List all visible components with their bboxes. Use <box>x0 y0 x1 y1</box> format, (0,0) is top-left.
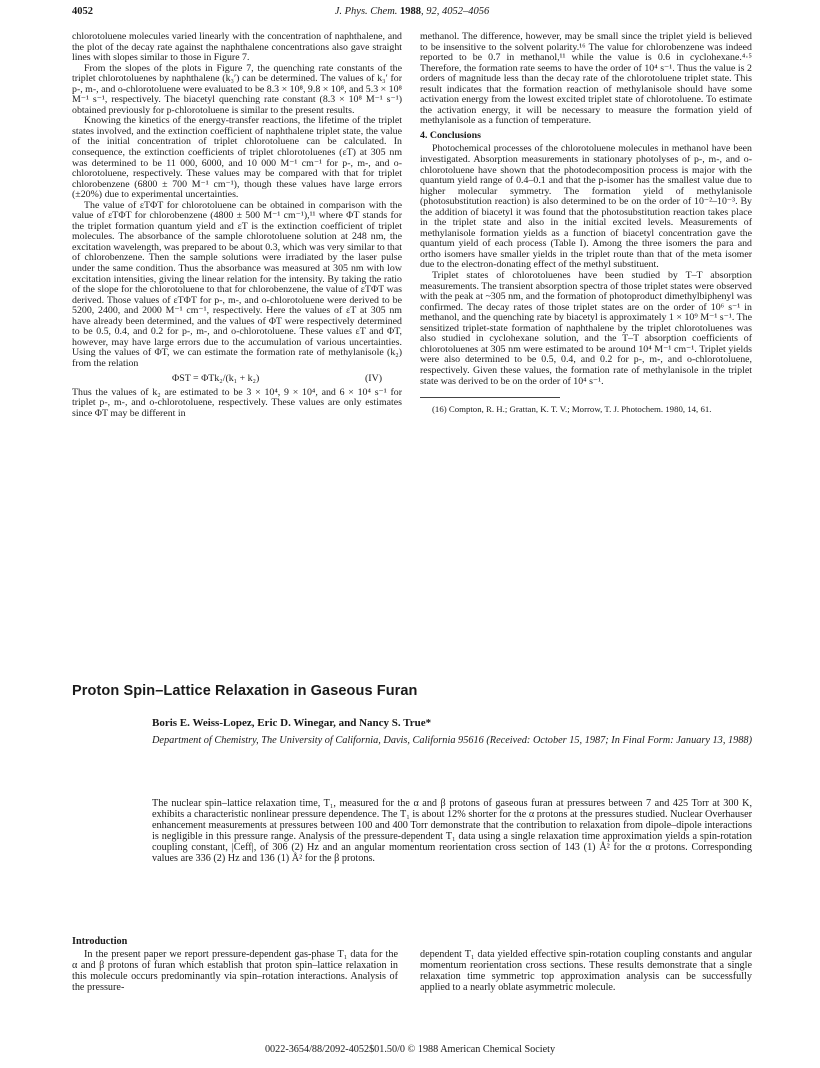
intro-left-column <box>72 936 398 993</box>
footnote: (16) Compton, R. H.; Grattan, K. T. V.; Morrow, T. J. Photochem. 1980, 14, 61. <box>432 404 712 415</box>
journal-citation <box>72 6 752 17</box>
intro-heading: Introduction <box>72 936 128 947</box>
paragraph: chlorotoluene molecules varied linearly with the concentration of naphthalene, and the plot of the decay rate against the naphthalene concentrations also gave straight lines with slopes similar to those in Figure 7. <box>72 31 402 64</box>
paragraph: Knowing the kinetics of the energy-transfer reactions, the lifetime of the triplet states involved, and the extinction coefficient of naphthalene triplet state, the value of the initial concentration of triplet chlorotoluene can be calculated. In consequence, the extinction coefficients of triplet chlorotoluenes (εT) at 305 nm was determined to be 11 000, 6000, and 10 000 M⁻¹ cm⁻¹ for p-, m-, and o-chlorotoluene, respectively. These values may be compared with that for triplet chlorobenzene (6800 ± 700 M⁻¹ cm⁻¹), though these values have large errors (±20%) due to experimental uncertainties. <box>72 115 402 201</box>
left-column <box>72 32 402 419</box>
paragraph: methanol. The difference, however, may be small since the triplet yield is believed to be insensitive to the solvent polarity.¹⁶ The value for chlorobenzene was indeed reported to be 0.7 in methanol,¹¹ while the value is 0.6 in cyclohexane.⁴·⁵ Therefore, the formation rate seems to have the order of 10⁴ s⁻¹. Thus the value is 2 orders of magnitude less than the decay rate of the chlorotoluene triplet state. This result indicates that the formation reaction of methylanisole should have some activation energy from the lowest excited triplet state of chlorotoluene. To estimate the activation energy, it will be necessary to measure the formation yield of methylanisole as a function of temperature. <box>420 31 752 127</box>
journal-volume-pages: , 92, 4052–4056 <box>421 6 490 17</box>
paragraph: From the slopes of the plots in Figure 7, the quenching rate constants of the triplet chlorotoluenes by naphthalene (k₃′) can be determined. The values of k₃′ for p-, m-, and o-chlorotoluene were evaluated to be 8.3 × 10⁸, 9.8 × 10⁸, and 5.3 × 10⁸ M⁻¹ s⁻¹, respectively. The biacetyl quenching rate constant (8.3 × 10⁸ M⁻¹ s⁻¹) obtained previously for p-chlorotoluene is similar to the present results. <box>72 62 402 116</box>
equation-iv <box>72 372 402 386</box>
section-heading: 4. Conclusions <box>420 129 481 141</box>
paragraph: Photochemical processes of the chlorotoluene molecules in methanol have been investigated. Absorption measurements in stationary photolyses of p-, m-, and o-chlorotoluene have shown that the photodecomposition process is major with the quantum yield range of 0.4–0.1 and that the p-isomer has the smallest value due to higher molecular symmetry. The formation yield of methylanisole (photosubstitution reaction) is also determined to be on the order of 10⁻²–10⁻³. By the addition of biacetyl it was found that the photosubstitution reaction takes place in the triplet state and also in the initial excited levels. Measurements of methylanisole formation yields as a function of biacetyl concentration gave the quantum yield of each process (Table I). Among the three isomers the para and ortho isomers have smaller yields in the triplet route than that of the meta isomer due to the electron-donating effect of the methyl substituent. <box>420 143 752 271</box>
article-abstract: The nuclear spin–lattice relaxation time, T₁, measured for the α and β protons of gaseous furan at pressures between 7 and 425 Torr at 300 K, exhibits a characteristic nonlinear pressure dependence. The T₁ is about 12% shorter for the α protons at the pressures studied. Nuclear Overhauser enhancement measurements at pressures between 100 and 400 Torr demonstrate that the contribution to relaxation from dipole–dipole interactions is negligible in this pressure range. Analysis of the pressure-dependent T₁ data using a single relaxation time approximation yields a spin-rotation coupling constant, |Ceff|, of 306 (2) Hz and an angular momentum reorientation cross section of 143 (1) Å² for the α protons. Corresponding values are 336 (2) Hz and 136 (1) Å² for the β protons. <box>152 798 752 864</box>
equation-text: ΦST = ΦTk₂/(k₁ + k₂) <box>172 372 260 384</box>
page-header <box>72 6 752 22</box>
footnote-divider <box>420 397 560 398</box>
intro-right-column <box>420 936 752 993</box>
paragraph: Thus the values of k₂ are estimated to be 3 × 10⁴, 9 × 10⁴, and 6 × 10⁴ s⁻¹ for triplet p-, m-, and o-chlorotoluene, respectively. These values are only estimates since ΦT may be different in <box>72 386 402 419</box>
paragraph: dependent T₁ data yielded effective spin-rotation coupling constants and angular momentum reorientation cross sections. These results demonstrate that a single relaxation time symmetric top approximation analysis can be successfully applied to a nearly oblate asymmetric molecule. <box>420 949 752 993</box>
article-title: Proton Spin–Lattice Relaxation in Gaseous Furan <box>72 683 418 699</box>
journal-name: J. Phys. Chem. <box>334 6 398 17</box>
page-footer: 0022-3654/88/2092-4052$01.50/0 © 1988 American Chemical Society <box>264 1044 556 1055</box>
page-number: 4052 <box>72 6 93 17</box>
right-column <box>420 32 752 414</box>
paragraph: The value of εTΦT for chlorotoluene can be obtained in comparison with the value of εTΦT for chlorobenzene (4800 ± 500 M⁻¹ cm⁻¹),¹¹ where ΦT stands for the triplet formation quantum yield and εT is the extinction coefficient of triplet molecules. The absorbance of the sample chlorotoluene solution at 248 nm, the excitation wavelength, was prepared to be about 0.3, which was very similar to that of chlorobenzene. Then the sample solutions were irradiated by the laser pulse under the same condition. Thus the absorbance was measured at 305 nm with low excitation intensities, giving the linear relation for the intensity. By taking the ratio of the slope for the chlorotoluene to that for chlorobenzene, the value of εTΦT was derived. Those values of εTΦT for p-, m-, and o-chlorotoluene were derived to be 5200, 2400, and 2000 M⁻¹ cm⁻¹, respectively. Here the values of εT at 305 nm have already been determined, and the values of ΦT were respectively determined to be 0.5, 0.4, and 0.2 for p-, m-, and o-chlorotoluene. These values εT and ΦT, however, may have large errors due to the accumulation of various uncertainties. Using the values of ΦT, we can estimate the formation rate of methylanisole (k₂) from the relation <box>72 199 402 369</box>
paragraph: Triplet states of chlorotoluenes have been studied by T–T absorption measurements. The transient absorption spectra of those triplet states were observed with the peak at ~305 nm, and the formation of photoproduct dimethylbiphenyl was confirmed. The decay rates of those triplet states are on the order of 10⁶ s⁻¹ in methanol, and the quenching rate by biacetyl is approximately 1 × 10⁹ M⁻¹ s⁻¹. The sensitized triplet-state formation of naphthalene by the triplet chlorotoluenes was also studied in cyclohexane solution, and the T–T absorption coefficients of chlorotoluenes at 305 nm were estimated to be around 10⁴ M⁻¹ cm⁻¹. Triplet yields were also determined to be 0.5, 0.4, and 0.2 for p-, m-, and o-chlorotoluene, respectively. Given these values, the formation rate of methylanisole in the triplet state was derived to be on the order of 10⁴ s⁻¹. <box>420 270 752 387</box>
article-affiliation: Department of Chemistry, The University of California, Davis, California 95616 (Received: October 15, 1987; In Final Form: January 13, 1988) <box>152 735 752 746</box>
journal-year: 1988 <box>400 6 422 17</box>
paragraph: In the present paper we report pressure-dependent gas-phase T₁ data for the α and β protons of furan which establish that proton spin–lattice relaxation in this molecule occurs predominantly via spin–rotation interactions. Analysis of the pressure- <box>72 949 398 993</box>
article-authors: Boris E. Weiss-Lopez, Eric D. Winegar, and Nancy S. True* <box>152 717 432 729</box>
equation-number: (IV) <box>365 372 382 384</box>
